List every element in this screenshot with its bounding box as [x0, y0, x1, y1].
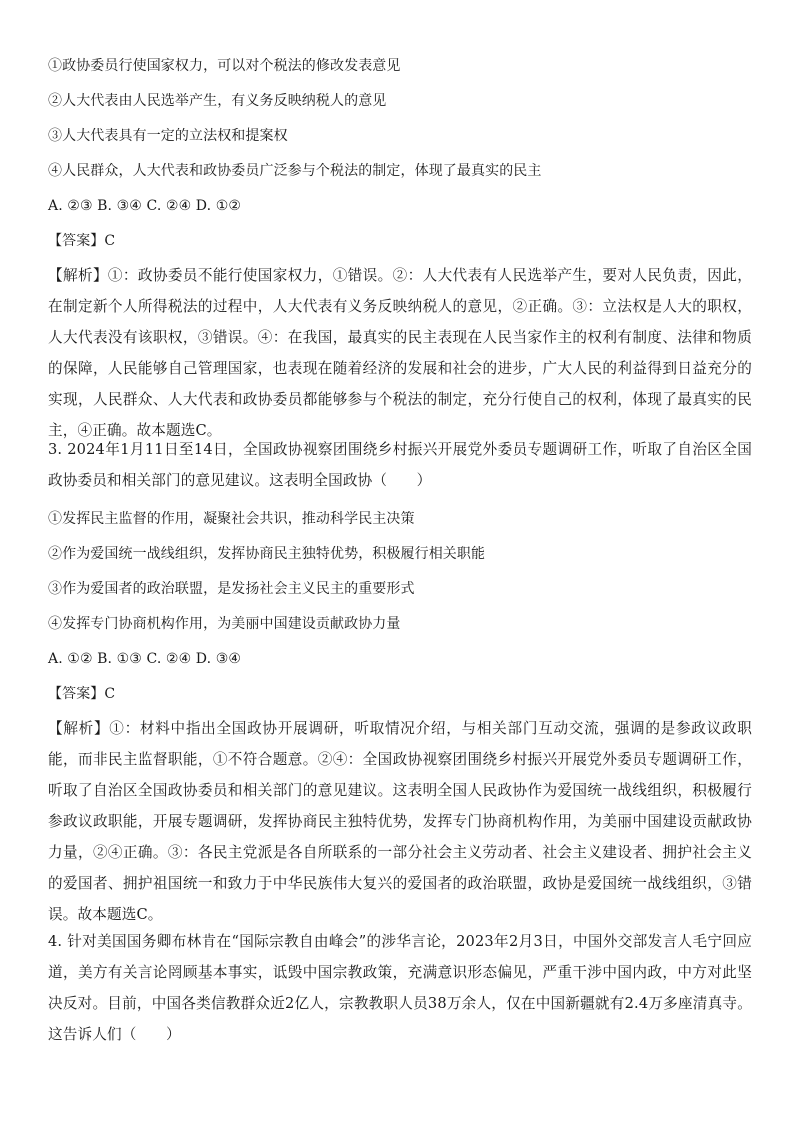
q3-stem: 3. 2024年1月11日至14日，全国政协视察团围绕乡村振兴开展党外委员专题调研工作，听取了自治区全国政协委员和相关部门的意见建议。这表明全国政协（ ） — [48, 441, 752, 489]
q3-analysis: 【解析】①：材料中指出全国政协开展调研，听取情况介绍，与相关部门互动交流，强调的是参政议政职能，而非民主监督职能，①不符合题意。②④：全国政协视察团围绕乡村振兴开展党外委员专题调研工作，听取了自治区全国政协委员和相关部门的意见建议。这表明全国人民政协作为爱国统一战线组织，积极履行参政议政职能，开展专题调研，发挥协商民主独特优势，发挥专门协商机构作用，为美丽中国建设贡献政协力量，②④正确。③：各民主党派是各自所联系的一部分社会主义劳动者、社会主义建设者、拥护社会主义的爱国者、拥护祖国统一和致力于中华民族伟大复兴的爱国者的政治联盟，政协是爱国统一战线组织，③错误。故本题选C。 — [48, 720, 752, 923]
q3-option-4: ④发挥专门协商机构作用，为美丽中国建设贡献政协力量 — [48, 616, 401, 632]
q2-option-4: ④人民群众，人大代表和政协委员广泛参与个税法的制定，体现了最真实的民主 — [48, 163, 542, 179]
q2-choices: A. ②③ B. ③④ C. ②④ D. ①② — [48, 198, 241, 214]
q2-answer: 【答案】C — [48, 233, 116, 249]
q3-option-2: ②作为爱国统一战线组织，发挥协商民主独特优势，积极履行相关职能 — [48, 546, 486, 562]
q2-option-1: ①政协委员行使国家权力，可以对个税法的修改发表意见 — [48, 58, 401, 74]
q2-option-3: ③人大代表具有一定的立法权和提案权 — [48, 128, 288, 144]
q2-option-2: ②人大代表由人民选举产生，有义务反映纳税人的意见 — [48, 93, 387, 109]
q3-option-1: ①发挥民主监督的作用，凝聚社会共识，推动科学民主决策 — [48, 511, 415, 527]
q3-answer: 【答案】C — [48, 686, 116, 702]
q3-option-3: ③作为爱国者的政治联盟，是发扬社会主义民主的重要形式 — [48, 581, 415, 597]
q4-stem: 4. 针对美国国务卿布林肯在“国际宗教自由峰会”的涉华言论，2023年2月3日，中国外交部发言人毛宁回应道，美方有关言论罔顾基本事实，诋毁中国宗教政策，充满意识形态偏见，严重干涉中国内政，中方对此坚决反对。目前，中国各类信教群众近2亿人，宗教教职人员38万余人，仅在中国新疆就有2.4万多座清真寺。这告诉人们（ ） — [48, 933, 752, 1043]
q2-analysis: 【解析】①：政协委员不能行使国家权力，①错误。②：人大代表有人民选举产生，要对人民负责，因此，在制定新个人所得税法的过程中，人大代表有义务反映纳税人的意见，②正确。③：立法权是人大的职权，人大代表没有该职权，③错误。④：在我国，最真实的民主表现在人民当家作主的权利有制度、法律和物质的保障，人民能够自己管理国家，也表现在随着经济的发展和社会的进步，广大人民的利益得到日益充分的实现，人民群众、人大代表和政协委员都能够参与个税法的制定，充分行使自己的权利，体现了最真实的民主，④正确。故本题选C。 — [48, 267, 752, 439]
q3-choices: A. ①② B. ①③ C. ②④ D. ③④ — [48, 651, 241, 667]
